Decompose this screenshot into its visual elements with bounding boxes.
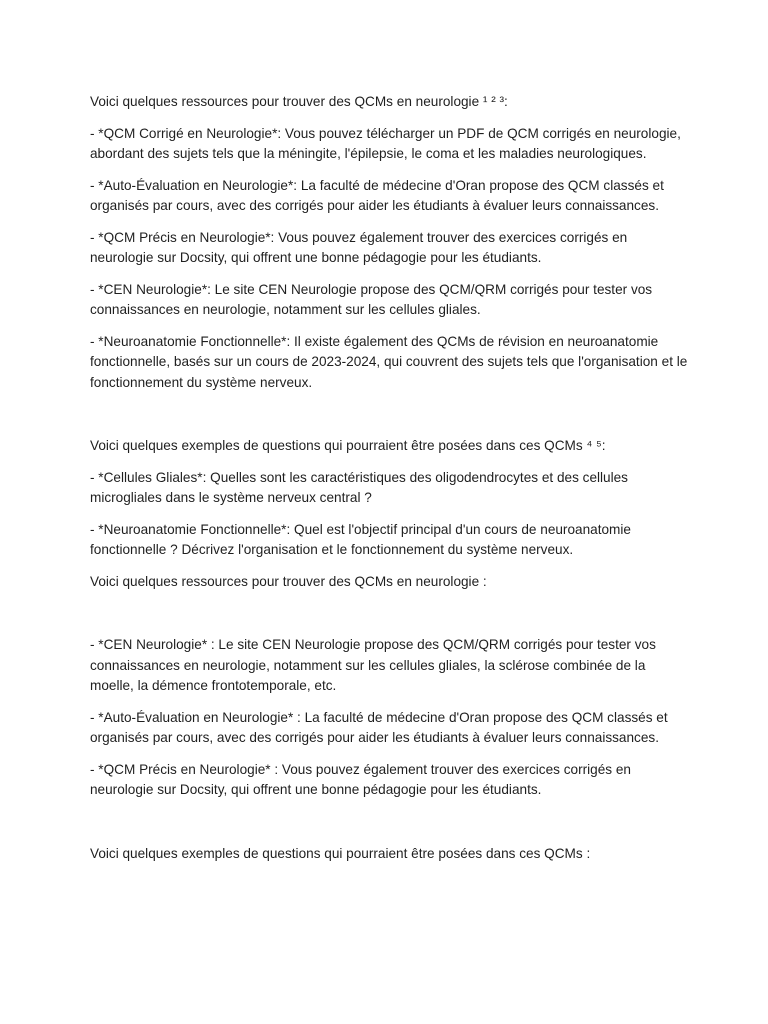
intro-resources-heading: Voici quelques ressources pour trouver des QCMs en neurologie ¹ ² ³: [90, 94, 508, 109]
question-item-cellules-gliales: - *Cellules Gliales*: Quelles sont les caractéristiques des oligodendrocytes et des cellules microgliales dans le système nerveux central ? [90, 469, 628, 505]
intro-resources-heading-2: Voici quelques ressources pour trouver des QCMs en neurologie : [90, 573, 487, 589]
document-body [90, 92, 690, 864]
resource-item-cen-neurologie: - *CEN Neurologie*: Le site CEN Neurologie propose des QCM/QRM corrigés pour tester vos connaissances en neurologie, notamment sur les cellules gliales. [90, 281, 653, 317]
resource-item-qcm-corrige: - *QCM Corrigé en Neurologie*: Vous pouvez télécharger un PDF de QCM corrigés en neurologie, abordant des sujets tels que la méningite, l'épilepsie, le coma et les maladies neurologiques. [90, 125, 681, 161]
intro-questions-heading: Voici quelques exemples de questions qui pourraient être posées dans ces QCMs ⁴ ⁵: [90, 438, 606, 453]
resource-item-cen-neurologie-2: - *CEN Neurologie* : Le site CEN Neurologie propose des QCM/QRM corrigés pour tester vos connaissances en neurologie, notamment sur les cellules gliales, la sclérose combinée de la moelle, la démence frontotemporale, etc. [90, 637, 656, 693]
resource-item-auto-evaluation-2: - *Auto-Évaluation en Neurologie* : La faculté de médecine d'Oran propose des QCM classés et organisés par cours, avec des corrigés pour aider les étudiants à évaluer leurs connaissances. [90, 709, 668, 745]
intro-questions-heading-2: Voici quelques exemples de questions qui pourraient être posées dans ces QCMs : [90, 845, 591, 861]
question-item-neuroanatomie: - *Neuroanatomie Fonctionnelle*: Quel est l'objectif principal d'un cours de neuroanatomie fonctionnelle ? Décrivez l'organisation et le fonctionnement du système nerveux. [90, 521, 631, 557]
resource-item-qcm-precis: - *QCM Précis en Neurologie*: Vous pouvez également trouver des exercices corrigés en neurologie sur Docsity, qui offrent une bonne pédagogie pour les étudiants. [90, 229, 628, 265]
resource-item-neuroanatomie: - *Neuroanatomie Fonctionnelle*: Il existe également des QCMs de révision en neuroanatomie fonctionnelle, basés sur un cours de 2023-2024, qui couvrent des sujets tels que l'organisation et le fonctionnement du système nerveux. [90, 333, 688, 390]
resource-item-auto-evaluation: - *Auto-Évaluation en Neurologie*: La faculté de médecine d'Oran propose des QCM classés et organisés par cours, avec des corrigés pour aider les étudiants à évaluer leurs connaissances. [90, 177, 664, 213]
resource-item-qcm-precis-2: - *QCM Précis en Neurologie* : Vous pouvez également trouver des exercices corrigés en neurologie sur Docsity, qui offrent une bonne pédagogie pour les étudiants. [90, 761, 631, 797]
